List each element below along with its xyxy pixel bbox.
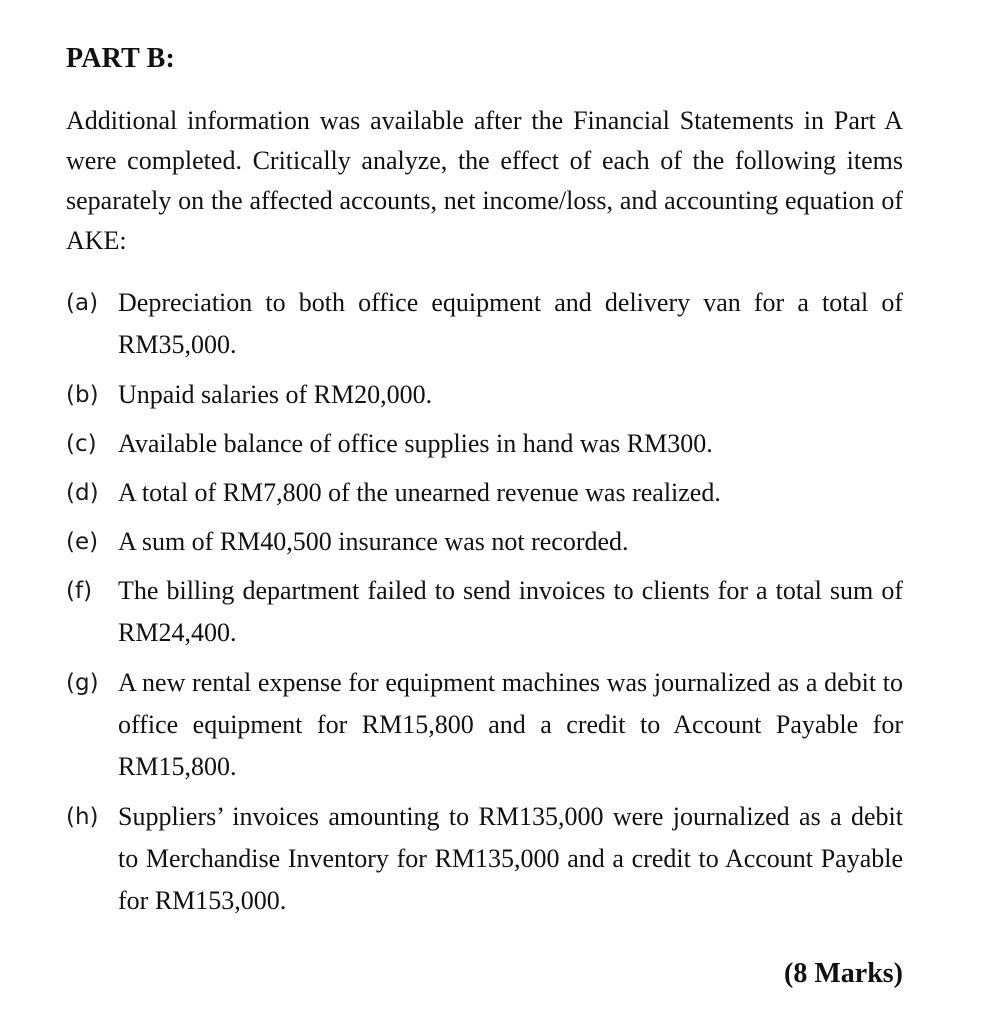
intro-paragraph: Additional information was available after the Financial Statements in Part A were completed. Critically analyze, the effect of each of the following items separately on the affected accounts, net income/loss, and accounting equation of AKE: — [66, 106, 903, 255]
question-item-c — [66, 423, 903, 465]
item-label: (b) — [66, 382, 99, 408]
item-label: (c) — [66, 431, 97, 457]
question-item-e — [66, 521, 903, 563]
item-text: Suppliers’ invoices amounting to RM135,000 were journalized as a debit to Merchandise Inventory for RM135,000 and a credit to Account Payable for RM153,000. — [118, 802, 903, 915]
item-text: Depreciation to both office equipment and delivery van for a total of RM35,000. — [118, 288, 903, 359]
item-text: A sum of RM40,500 insurance was not recorded. — [118, 527, 629, 556]
item-text: A total of RM7,800 of the unearned revenue was realized. — [118, 478, 721, 507]
question-item-g — [66, 662, 903, 788]
item-text: A new rental expense for equipment machines was journalized as a debit to office equipment for RM15,800 and a credit to Account Payable for RM15,800. — [118, 668, 903, 781]
item-label: (h) — [66, 804, 99, 830]
question-item-a — [66, 282, 903, 366]
marks-label: (8 Marks) — [784, 958, 903, 989]
section-heading: PART B: — [66, 43, 176, 74]
item-text: Available balance of office supplies in hand was RM300. — [118, 429, 713, 458]
question-item-h — [66, 796, 903, 922]
item-label: (a) — [66, 290, 99, 316]
item-label: (d) — [66, 480, 99, 506]
item-label: (f) — [66, 578, 93, 604]
item-label: (g) — [66, 670, 99, 696]
question-item-d — [66, 472, 903, 514]
question-item-f — [66, 570, 903, 654]
item-label: (e) — [66, 529, 99, 555]
item-text: The billing department failed to send invoices to clients for a total sum of RM24,400. — [118, 576, 903, 647]
question-list — [66, 282, 903, 922]
question-item-b — [66, 374, 903, 416]
item-text: Unpaid salaries of RM20,000. — [118, 380, 433, 409]
